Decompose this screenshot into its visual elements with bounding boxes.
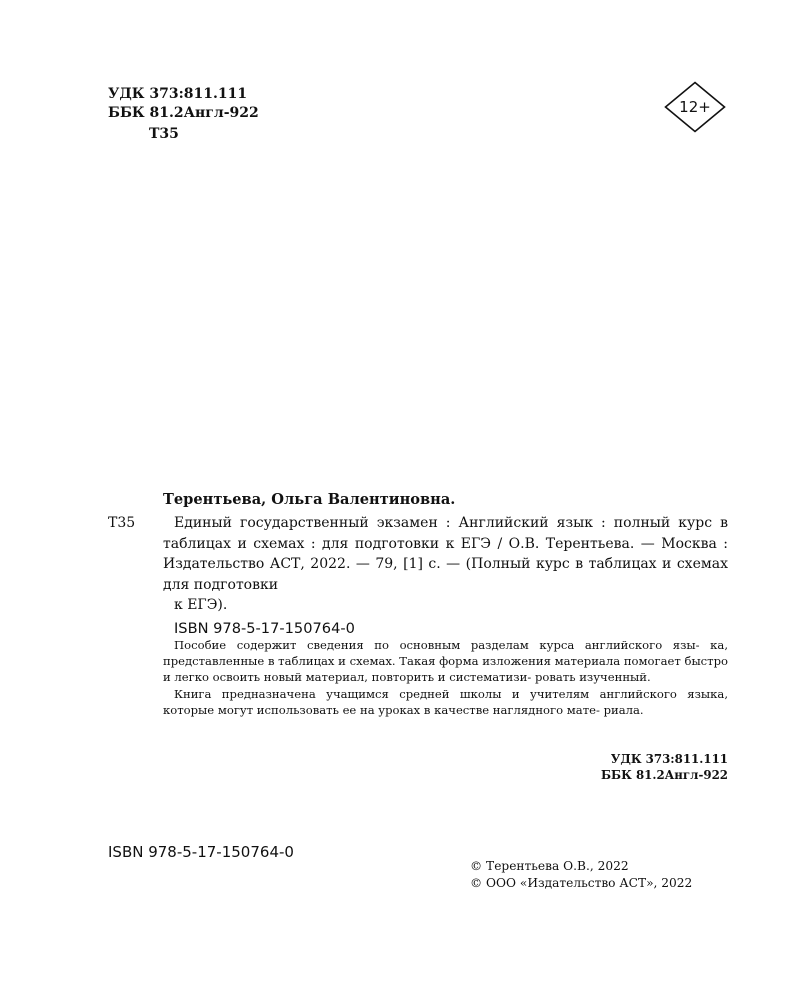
copyright-publisher: © ООО «Издательство АСТ», 2022 xyxy=(470,876,693,890)
classification-codes xyxy=(560,752,728,783)
author-code-top: Т35 xyxy=(149,126,179,142)
copyright-author: © Терентьева О.В., 2022 xyxy=(470,859,629,873)
age-rating-badge xyxy=(664,81,726,133)
entry-description-line: О.В. Терентьева. — Москва : Издательство АСТ, 2022. — 79, xyxy=(163,535,728,572)
annotation-line: Книга предназначена учащимся средней школы и учителям английского xyxy=(174,686,677,701)
annotation-line: риала. xyxy=(603,702,644,717)
annotation-line: ка, представленные в таблицах и схемах. Такая форма изложения материала xyxy=(163,638,728,669)
bibliographic-entry xyxy=(163,490,728,639)
entry-author-code: Т35 xyxy=(108,515,136,531)
entry-isbn: ISBN 978-5-17-150764-0 xyxy=(174,619,355,637)
annotation-line: Пособие содержит сведения по основным разделам курса английского язы- xyxy=(174,638,700,652)
entry-description xyxy=(163,513,728,616)
bbk-code: ББК 81.2Англ-922 xyxy=(600,767,728,782)
entry-description-line: полный курс в таблицах и схемах : для подготовки к ЕГЭ / xyxy=(163,515,728,552)
isbn-bottom: ISBN 978-5-17-150764-0 xyxy=(108,843,294,861)
annotation-paragraph xyxy=(163,637,728,686)
annotation-line: языка, которые могут использовать ее на уроках в качестве наглядного мате- xyxy=(163,686,729,717)
entry-author: Терентьева, Ольга Валентиновна. xyxy=(163,491,456,508)
annotation-paragraph xyxy=(163,686,728,718)
entry-description-line: к ЕГЭ). xyxy=(174,597,228,613)
entry-description-line: Единый государственный экзамен : Английский язык : xyxy=(174,515,606,531)
annotation xyxy=(163,637,728,718)
udk-code-top: УДК 373:811.111 xyxy=(108,86,248,102)
entry-description-line: [1] с. — (Полный курс в таблицах и схемах для подготовки xyxy=(163,556,728,593)
copyright-block xyxy=(470,858,728,892)
annotation-line: помогает быстро и легко освоить новый материал, повторить и систематизи- xyxy=(163,654,728,685)
age-rating-text: 12+ xyxy=(679,98,711,116)
annotation-line: ровать изученный. xyxy=(534,670,651,685)
bbk-code-top: ББК 81.2Англ-922 xyxy=(108,105,259,121)
udk-code: УДК 373:811.111 xyxy=(610,752,728,766)
